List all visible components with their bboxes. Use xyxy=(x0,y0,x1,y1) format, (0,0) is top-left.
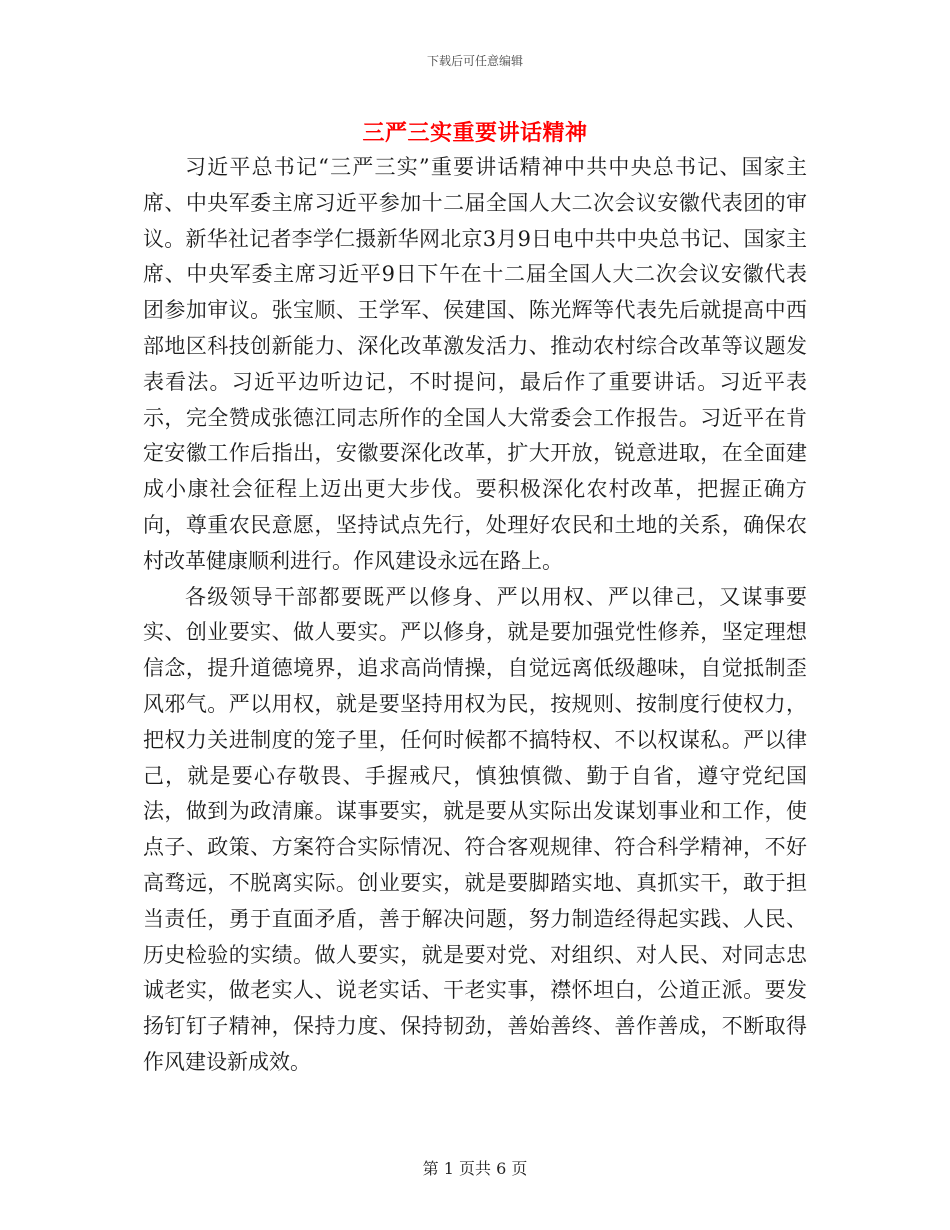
body-paragraph-2: 各级领导干部都要既严以修身、严以用权、严以律己，又谋事要实、创业要实、做人要实。严以修身，就是要加强党性修养，坚定理想信念，提升道德境界，追求高尚情操，自觉远离低级趣味，自觉抵制歪风邪气。严以用权，就是要坚持用权为民，按规则、按制度行使权力，把权力关进制度的笼子里，任何时候都不搞特权、不以权谋私。严以律己，就是要心存敬畏、手握戒尺，慎独慎微、勤于自省，遵守党纪国法，做到为政清廉。谋事要实，就是要从实际出发谋划事业和工作，使点子、政策、方案符合实际情况、符合客观规律、符合科学精神，不好高骛远，不脱离实际。创业要实，就是要脚踏实地、真抓实干，敢于担当责任，勇于直面矛盾，善于解决问题，努力制造经得起实践、人民、历史检验的实绩。做人要实，就是要对党、对组织、对人民、对同志忠诚老实，做老实人、说老实话、干老实事，襟怀坦白，公道正派。要发扬钉钉子精神，保持力度、保持韧劲，善始善终、善作善成，不断取得作风建设新成效。 xyxy=(143,584,807,1074)
body-paragraph-1: 习近平总书记“三严三实”重要讲话精神中共中央总书记、国家主席、中央军委主席习近平参加十二届全国人大二次会议安徽代表团的审议。新华社记者李学仁摄新华网北京3月9日电中共中央总书记、国家主席、中央军委主席习近平9日下午在十二届全国人大二次会议安徽代表团参加审议。张宝顺、王学军、侯建国、陈光辉等代表先后就提高中西部地区科技创新能力、深化改革激发活力、推动农村综合改革等议题发表看法。习近平边听边记，不时提问，最后作了重要讲话。习近平表示，完全赞成张德江同志所作的全国人大常委会工作报告。习近平在肯定安徽工作后指出，安徽要深化改革，扩大开放，锐意进取，在全面建成小康社会征程上迈出更大步伐。要积极深化农村改革，把握正确方向，尊重农民意愿，坚持试点先行，处理好农民和土地的关系，确保农村改革健康顺利进行。作风建设永远在路上。 xyxy=(143,155,807,573)
document-title: 三严三实重要讲话精神 xyxy=(362,120,588,146)
document-body xyxy=(143,150,807,1081)
page-number-footer: 第 1 页共 6 页 xyxy=(422,1159,528,1178)
page-header-note: 下载后可任意编辑 xyxy=(426,54,523,68)
